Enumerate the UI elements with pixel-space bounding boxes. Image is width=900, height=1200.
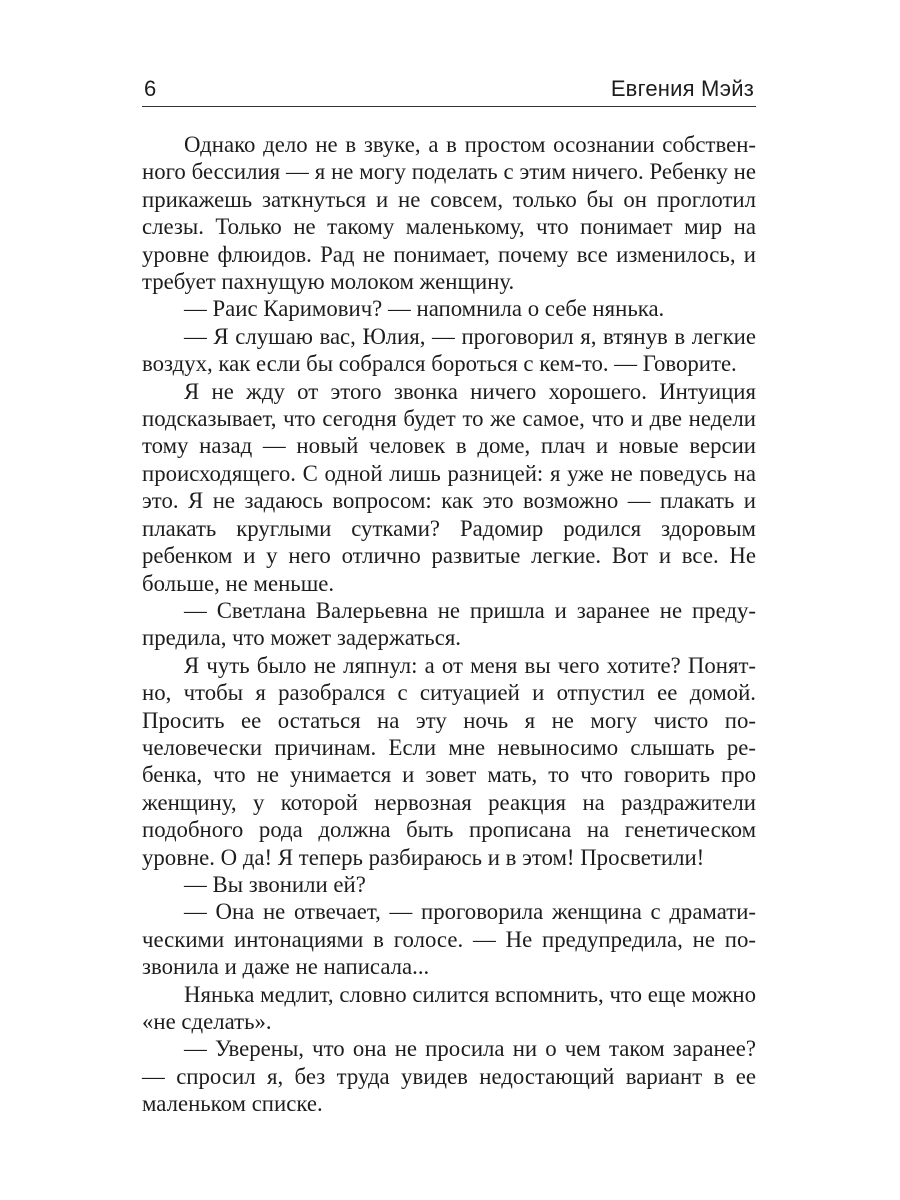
paragraph: — Уверены, что она не просила ни о чем таком заранее? — спросил я, без труда увидев недостающий вариант в ее маленьком списке. bbox=[142, 1036, 756, 1117]
paragraph: — Она не отвечает, — проговорила женщина с драматическими интонациями в голосе. — Не предупредила, не позвонила и даже не написала... bbox=[142, 899, 756, 980]
paragraph: Однако дело не в звуке, а в простом осознании собственного бессилия — я не могу поделать с этим ничего. Ребенку не прикажешь заткнуться и не совсем, только бы он проглотил слезы. Только не такому маленькому, что понимает мир на уровне флюидов. Рад не понимает, почему все изменилось, и требует пахнущую молоком женщину. bbox=[142, 132, 756, 295]
paragraph: — Светлана Валерьевна не пришла и заранее не предупредила, что может задержаться. bbox=[142, 597, 756, 651]
body-text bbox=[142, 131, 756, 1118]
paragraph: Нянька медлит, словно силится вспомнить, что еще можно «не сделать». bbox=[142, 981, 756, 1034]
page-number: 6 bbox=[144, 76, 157, 101]
paragraph: Я чуть было не ляпнул: а от меня вы чего хотите? Понятно, чтобы я разобрался с ситуацией и отпустил ее домой. Просить ее остаться на эту ночь я не могу чисто по-человечески причинам. Если мне невыносимо слышать ребенка, что не унимается и зовет мать, то что говорить про женщину, у которой нервозная реакция на раздражители подобного рода должна быть прописана на генетическом уровне. О да! Я теперь разбираюсь и в этом! Просветили! bbox=[142, 652, 756, 870]
running-title-author: Евгения Мэйз bbox=[610, 76, 754, 101]
page-header bbox=[142, 72, 756, 107]
paragraph: Я не жду от этого звонка ничего хорошего. Интуиция подсказывает, что сегодня будет то же самое, что и две недели тому назад — новый человек в доме, плач и новые версии происходящего. С одной лишь разницей: я уже не поведусь на это. Я не задаюсь вопросом: как это возможно — плакать и плакать круглыми сутками? Радомир родился здоровым ребенком и у него отлично развитые легкие. Вот и все. Не больше, не меньше. bbox=[142, 378, 756, 596]
paragraph: — Раис Каримович? — напомнила о себе нянька. bbox=[184, 296, 665, 322]
paragraph: — Я слушаю вас, Юлия, — проговорил я, втянув в легкие воздух, как если бы собрался бороться с кем-то. — Говорите. bbox=[142, 323, 756, 377]
paragraph: — Вы звонили ей? bbox=[184, 871, 366, 897]
